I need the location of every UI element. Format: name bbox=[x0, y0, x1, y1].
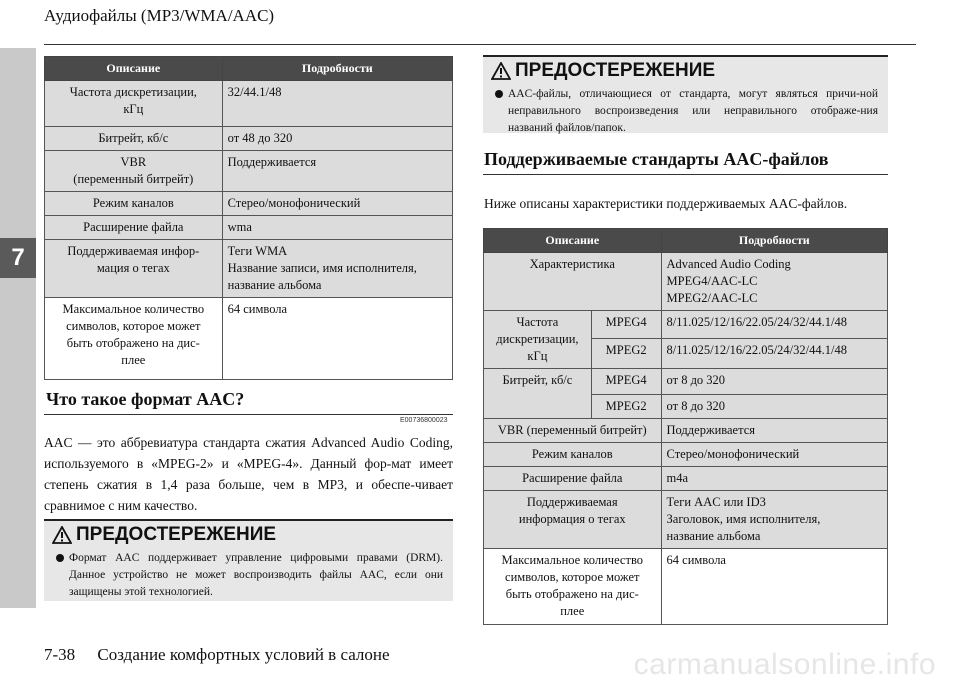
row-value: 8/11.025/12/16/22.05/24/32/44.1/48 bbox=[661, 339, 887, 369]
warning-triangle-icon bbox=[52, 526, 72, 544]
row-label: Частота дискретизации, кГц bbox=[484, 311, 592, 369]
column-header-description: Описание bbox=[45, 57, 223, 81]
row-value: Теги WMA Название записи, имя исполнителя, название альбома bbox=[222, 240, 452, 298]
aac-section-title: Что такое формат AAC? bbox=[46, 389, 245, 409]
row-value: Теги AAC или ID3 Заголовок, имя исполнителя, название альбома bbox=[661, 491, 887, 549]
page-footer bbox=[44, 645, 390, 665]
warning-text: AAC-файлы, отличающиеся от стандарта, могут являться причи-ной неправильного воспроизведения или неправильного отображе-ния названий файлов/папок. bbox=[508, 88, 878, 134]
warning-box-drm bbox=[44, 519, 453, 601]
row-label: Поддерживаемая инфор- мация о тегах bbox=[45, 240, 223, 298]
row-value: Поддерживается bbox=[222, 151, 452, 192]
row-label: Расширение файла bbox=[484, 467, 662, 491]
wma-spec-table bbox=[44, 56, 453, 380]
supported-intro: Ниже описаны характеристики поддерживаемых AAC-файлов. bbox=[484, 196, 848, 211]
row-value: m4a bbox=[661, 467, 887, 491]
header-rule bbox=[44, 44, 916, 45]
table-row bbox=[484, 491, 888, 549]
row-label: Максимальное количество символов, которое может быть отображено на дис- плее bbox=[45, 298, 223, 380]
row-label: Режим каналов bbox=[484, 443, 662, 467]
table-row bbox=[45, 240, 453, 298]
section-code: E00736800023 bbox=[400, 417, 448, 424]
warning-box-nonstandard bbox=[483, 55, 888, 133]
sub-label: MPEG4 bbox=[591, 311, 661, 339]
table-row bbox=[45, 151, 453, 192]
sub-label: MPEG2 bbox=[591, 395, 661, 419]
warning-text: Формат AAC поддерживает управление цифровыми правами (DRM). Данное устройство не может воспроизводить файлы AAC, если они защищены этой технологией. bbox=[69, 552, 443, 598]
row-value: от 8 до 320 bbox=[661, 395, 887, 419]
row-value: wma bbox=[222, 216, 452, 240]
table-row bbox=[484, 369, 888, 395]
column-header-details: Подробности bbox=[222, 57, 452, 81]
row-value: Стерео/монофонический bbox=[222, 192, 452, 216]
row-value: 32/44.1/48 bbox=[222, 81, 452, 127]
bullet-icon bbox=[495, 90, 503, 98]
table-row bbox=[484, 253, 888, 311]
warning-title: ПРЕДОСТЕРЕЖЕНИЕ bbox=[76, 524, 277, 545]
row-value: 64 символа bbox=[661, 549, 887, 625]
table-row bbox=[45, 216, 453, 240]
table-row bbox=[484, 419, 888, 443]
row-value: 8/11.025/12/16/22.05/24/32/44.1/48 bbox=[661, 311, 887, 339]
row-label: VBR (переменный битрейт) bbox=[45, 151, 223, 192]
row-value: Advanced Audio Coding MPEG4/AAC-LC MPEG2/AAC-LC bbox=[661, 253, 887, 311]
chapter-side-tab bbox=[0, 48, 36, 608]
warning-title: ПРЕДОСТЕРЕЖЕНИЕ bbox=[515, 60, 716, 81]
table-row bbox=[484, 311, 888, 339]
aac-description: AAC — это аббревиатура стандарта сжатия Advanced Audio Coding, используемого в «MPEG-2» и «MPEG-4». Данный фор-мат имеет степень сжатия в 1,4 раза больше, чем в MP3, и обеспе-чивает сравнимое с ним качество. bbox=[44, 435, 453, 513]
sub-label: MPEG2 bbox=[591, 339, 661, 369]
column-header-description: Описание bbox=[484, 229, 662, 253]
row-label: Режим каналов bbox=[45, 192, 223, 216]
row-label: Расширение файла bbox=[45, 216, 223, 240]
page-header-title: Аудиофайлы (MP3/WMA/AAC) bbox=[44, 6, 275, 25]
table-row bbox=[484, 467, 888, 491]
warning-triangle-icon bbox=[491, 62, 511, 80]
table-row bbox=[484, 443, 888, 467]
table-row bbox=[45, 127, 453, 151]
row-label: Максимальное количество символов, которое может быть отображено на дис- плее bbox=[484, 549, 662, 625]
table-row bbox=[45, 81, 453, 127]
section-rule bbox=[44, 414, 453, 415]
watermark: carmanualsonline.info bbox=[633, 648, 936, 681]
row-value: Поддерживается bbox=[661, 419, 887, 443]
footer-section-title: Создание комфортных условий в салоне bbox=[97, 645, 390, 664]
row-label: Битрейт, кб/с bbox=[484, 369, 592, 419]
supported-section-title: Поддерживаемые стандарты AAC-файлов bbox=[484, 149, 829, 169]
section-rule bbox=[483, 174, 888, 175]
aac-spec-table bbox=[483, 228, 888, 625]
table-row bbox=[484, 549, 888, 625]
row-value: Стерео/монофонический bbox=[661, 443, 887, 467]
row-value: от 8 до 320 bbox=[661, 369, 887, 395]
row-value: от 48 до 320 bbox=[222, 127, 452, 151]
sub-label: MPEG4 bbox=[591, 369, 661, 395]
column-header-details: Подробности bbox=[661, 229, 887, 253]
page-number: 7-38 bbox=[44, 645, 76, 664]
row-label: Битрейт, кб/с bbox=[45, 127, 223, 151]
chapter-number: 7 bbox=[0, 238, 36, 278]
row-value: 64 символа bbox=[222, 298, 452, 380]
table-row bbox=[45, 192, 453, 216]
bullet-icon bbox=[56, 554, 64, 562]
row-label: VBR (переменный битрейт) bbox=[484, 419, 662, 443]
row-label: Поддерживаемая информация о тегах bbox=[484, 491, 662, 549]
table-row bbox=[45, 298, 453, 380]
row-label: Частота дискретизации, кГц bbox=[45, 81, 223, 127]
row-label: Характеристика bbox=[484, 253, 662, 311]
